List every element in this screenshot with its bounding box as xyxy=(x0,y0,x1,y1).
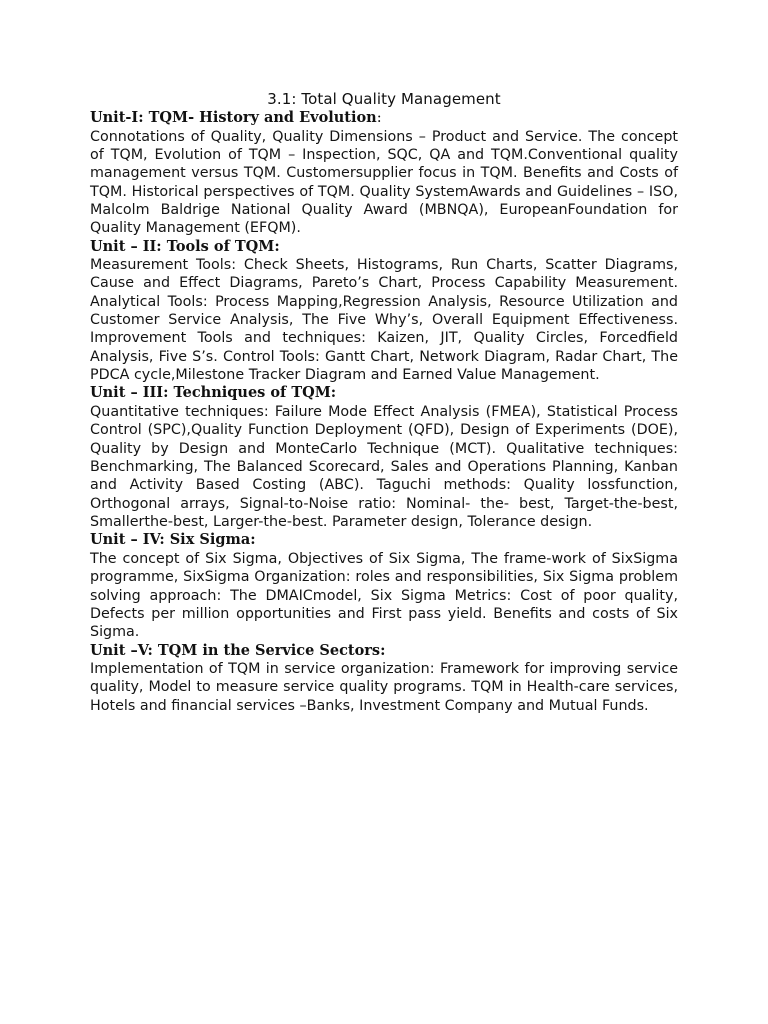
unit-heading-text: Unit – II: Tools of TQM: xyxy=(90,237,280,255)
unit-section-3 xyxy=(90,384,678,531)
unit-heading-text: Unit – III: Techniques of TQM: xyxy=(90,384,337,402)
unit-section-2 xyxy=(90,238,678,385)
unit-heading xyxy=(90,642,678,661)
unit-heading xyxy=(90,531,678,550)
document-title: 3.1: Total Quality Management xyxy=(267,90,501,108)
document-page xyxy=(90,90,678,715)
unit-heading xyxy=(90,384,678,403)
unit-section-4 xyxy=(90,531,678,641)
unit-body: Quantitative techniques: Failure Mode Effect Analysis (FMEA), Statistical Process Control (SPC),Quality Function Deployment (QFD), Design of Experiments (DOE), Quality by Design and MonteCarlo Technique (MCT). Qualitative techniques: Benchmarking, The Balanced Scorecard, Sales and Operations Planning, Kanban and Activity Based Costing (ABC). Taguchi methods: Quality lossfunction, Orthogonal arrays, Signal-to-Noise ratio: Nominal- the- best, Target-the-best, Smallerthe-best, Larger-the-best. Parameter design, Tolerance design. xyxy=(90,403,678,531)
unit-body: The concept of Six Sigma, Objectives of Six Sigma, The frame-work of SixSigma programme, SixSigma Organization: roles and responsibilities, Six Sigma problem solving approach: The DMAICmodel, Six Sigma Metrics: Cost of poor quality, Defects per million opportunities and First pass yield. Benefits and costs of Six Sigma. xyxy=(90,550,678,641)
unit-heading-text: Unit-I: TQM- History and Evolution xyxy=(90,109,377,126)
unit-body: Implementation of TQM in service organization: Framework for improving service quality, Model to measure service quality programs. TQM in Health-care services, Hotels and financial services –Banks, Investment Company and Mutual Funds. xyxy=(90,661,678,714)
unit-section-5 xyxy=(90,642,678,716)
unit-heading-suffix: : xyxy=(376,110,382,126)
unit-body: Connotations of Quality, Quality Dimensions – Product and Service. The concept of TQM, Evolution of TQM – Inspection, SQC, QA and TQM.Conventional quality management versus TQM. Customersupplier focus in TQM. Benefits and Costs of TQM. Historical perspectives of TQM. Quality SystemAwards and Guidelines – ISO, Malcolm Baldrige National Quality Award (MBNQA), EuropeanFoundation for Quality Management (EFQM). xyxy=(90,128,678,237)
unit-section-1 xyxy=(90,109,678,238)
unit-heading xyxy=(90,109,678,128)
unit-body: Measurement Tools: Check Sheets, Histograms, Run Charts, Scatter Diagrams, Cause and Effect Diagrams, Pareto’s Chart, Process Capability Measurement. Analytical Tools: Process Mapping,Regression Analysis, Resource Utilization and Customer Service Analysis, The Five Why’s, Overall Equipment Effectiveness. Improvement Tools and techniques: Kaizen, JIT, Quality Circles, Forcedfield Analysis, Five S’s. Control Tools: Gantt Chart, Network Diagram, Radar Chart, The PDCA cycle,Milestone Tracker Diagram and Earned Value Management. xyxy=(90,257,678,384)
unit-heading-text: Unit – IV: Six Sigma: xyxy=(90,531,256,549)
unit-heading xyxy=(90,238,678,257)
unit-heading-text: Unit –V: TQM in the Service Sectors: xyxy=(90,641,386,659)
